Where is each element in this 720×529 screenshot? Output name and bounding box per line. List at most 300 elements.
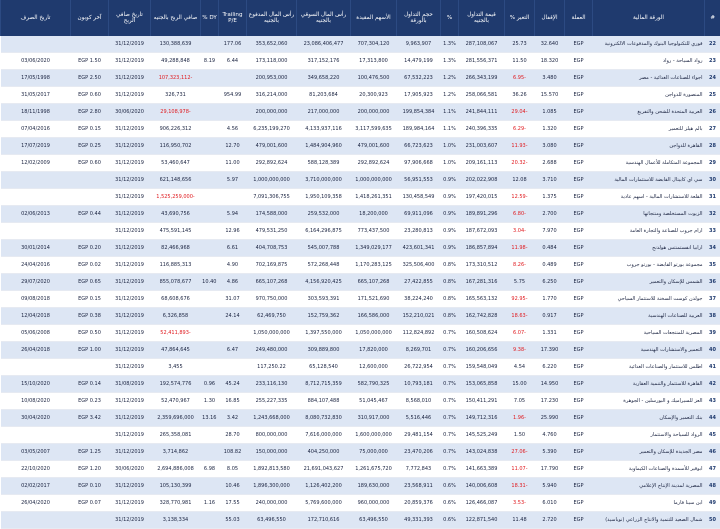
cell-net-profit: 3,714,862 bbox=[151, 444, 201, 461]
cell-listed-shares: 51,045,467 bbox=[351, 393, 397, 410]
cell-close: 1.085 bbox=[535, 104, 565, 121]
cell-change-pct: -6.80 bbox=[505, 206, 535, 223]
cell-market-cap: 1,397,550,000 bbox=[297, 325, 351, 342]
cell-trailing-pe bbox=[219, 189, 247, 206]
cell-security: الزيوت المستخلصة ومنتجاتها bbox=[593, 206, 705, 223]
cell-traded-volume: 56,951,553 bbox=[397, 172, 441, 189]
cell-security: سي اي كابيتال القابضة للاستثمارات المالية bbox=[593, 172, 705, 189]
cell-traded-volume: 26,722,954 bbox=[397, 359, 441, 376]
header-col-number: # bbox=[705, 0, 720, 36]
cell-market-cap: 8,080,732,830 bbox=[297, 410, 351, 427]
cell-number: 25 bbox=[705, 87, 720, 104]
cell-trailing-pe: 5.94 bbox=[219, 206, 247, 223]
cell-change-pct: -6.95 bbox=[505, 70, 535, 87]
cell-payment-date bbox=[1, 427, 71, 444]
cell-trailing-pe: 28.70 bbox=[219, 427, 247, 444]
cell-trailing-pe: 12.96 bbox=[219, 223, 247, 240]
cell-paid-capital: 1,896,300,000 bbox=[247, 478, 297, 495]
cell-dy-pct: 10.40 bbox=[201, 274, 219, 291]
cell-traded-value: 241,844,111 bbox=[459, 104, 505, 121]
cell-traded-value: 173,310,512 bbox=[459, 257, 505, 274]
cell-security: القلعة للاستشارات المالية - اسهم عادية bbox=[593, 189, 705, 206]
cell-traded-volume: 69,911,096 bbox=[397, 206, 441, 223]
table-row[interactable] bbox=[1, 172, 720, 189]
cell-currency: EGP bbox=[565, 206, 593, 223]
cell-net-profit: 2,694,886,008 bbox=[151, 461, 201, 478]
cell-paid-capital: 479,001,600 bbox=[247, 138, 297, 155]
table-row[interactable] bbox=[1, 393, 720, 410]
cell-close: 14.950 bbox=[535, 376, 565, 393]
cell-paid-capital: 233,116,130 bbox=[247, 376, 297, 393]
cell-traded-value: 160,508,624 bbox=[459, 325, 505, 342]
header-col-dy-pct: DY % bbox=[201, 0, 219, 36]
cell-listed-shares: 292,892,624 bbox=[351, 155, 397, 172]
cell-security: التعمير والاستشارات الهندسية bbox=[593, 342, 705, 359]
cell-pct: 0.7% bbox=[441, 342, 459, 359]
cell-net-profit-date: 31/12/2019 bbox=[109, 512, 151, 529]
cell-pct: 1.3% bbox=[441, 36, 459, 53]
cell-payment-date: 26/04/2018 bbox=[1, 342, 71, 359]
cell-dy-pct: 8.19 bbox=[201, 53, 219, 70]
cell-listed-shares: 960,000,000 bbox=[351, 495, 397, 512]
cell-pct: 0.9% bbox=[441, 172, 459, 189]
cell-number: 23 bbox=[705, 53, 720, 70]
cell-net-profit-date: 31/12/2019 bbox=[109, 155, 151, 172]
table-row[interactable] bbox=[1, 206, 720, 223]
cell-traded-value: 202,022,908 bbox=[459, 172, 505, 189]
table-row[interactable] bbox=[1, 291, 720, 308]
cell-net-profit: 105,130,399 bbox=[151, 478, 201, 495]
cell-net-profit-date: 31/12/2019 bbox=[109, 444, 151, 461]
table-row[interactable] bbox=[1, 478, 720, 495]
cell-market-cap: 81,203,684 bbox=[297, 87, 351, 104]
cell-currency: EGP bbox=[565, 36, 593, 53]
header-col-change-pct: التغير % bbox=[505, 0, 535, 36]
cell-market-cap: 23,086,406,477 bbox=[297, 36, 351, 53]
cell-change-pct: -27.06 bbox=[505, 444, 535, 461]
cell-change-pct: -20.32 bbox=[505, 155, 535, 172]
header-col-listed-shares: الأسهم المقيدة bbox=[351, 0, 397, 36]
cell-pct: 0.7% bbox=[441, 393, 459, 410]
cell-net-profit-date: 31/12/2019 bbox=[109, 121, 151, 138]
cell-listed-shares: 1,261,675,720 bbox=[351, 461, 397, 478]
cell-trailing-pe bbox=[219, 359, 247, 376]
table-row[interactable] bbox=[1, 512, 720, 529]
table-row[interactable] bbox=[1, 359, 720, 376]
header-col-close: الإقفال bbox=[535, 0, 565, 36]
table-row[interactable] bbox=[1, 274, 720, 291]
table-row[interactable] bbox=[1, 376, 720, 393]
table-row[interactable] bbox=[1, 240, 720, 257]
cell-change-pct: -18.63 bbox=[505, 308, 535, 325]
cell-payment-date: 30/01/2014 bbox=[1, 240, 71, 257]
cell-market-cap: 7,616,000,000 bbox=[297, 427, 351, 444]
cell-currency: EGP bbox=[565, 70, 593, 87]
cell-traded-value: 231,003,607 bbox=[459, 138, 505, 155]
cell-last-coupon: EGP 0.25 bbox=[71, 138, 109, 155]
cell-change-pct: -1.96 bbox=[505, 410, 535, 427]
cell-dy-pct bbox=[201, 155, 219, 172]
cell-market-cap: 349,658,220 bbox=[297, 70, 351, 87]
table-row[interactable] bbox=[1, 223, 720, 240]
cell-payment-date bbox=[1, 189, 71, 206]
cell-net-profit-date: 31/12/2019 bbox=[109, 138, 151, 155]
cell-currency: EGP bbox=[565, 291, 593, 308]
cell-number: 34 bbox=[705, 240, 720, 257]
cell-paid-capital: 63,496,550 bbox=[247, 512, 297, 529]
cell-close: 2.688 bbox=[535, 155, 565, 172]
cell-change-pct: -12.59 bbox=[505, 189, 535, 206]
cell-traded-value: 189,891,296 bbox=[459, 206, 505, 223]
cell-close: 25.990 bbox=[535, 410, 565, 427]
cell-net-profit-date: 31/12/2019 bbox=[109, 206, 151, 223]
cell-currency: EGP bbox=[565, 155, 593, 172]
cell-listed-shares: 18,200,000 bbox=[351, 206, 397, 223]
cell-paid-capital: 970,750,000 bbox=[247, 291, 297, 308]
cell-traded-value: 143,024,838 bbox=[459, 444, 505, 461]
cell-close: 1.320 bbox=[535, 121, 565, 138]
cell-number: 45 bbox=[705, 427, 720, 444]
header-col-pct: % bbox=[441, 0, 459, 36]
cell-number: 50 bbox=[705, 512, 720, 529]
cell-payment-date: 10/08/2020 bbox=[1, 393, 71, 410]
cell-currency: EGP bbox=[565, 223, 593, 240]
cell-security: القاهرة للدواجن bbox=[593, 138, 705, 155]
cell-net-profit-date: 31/12/2019 bbox=[109, 257, 151, 274]
table-row[interactable] bbox=[1, 410, 720, 427]
cell-market-cap: 317,152,176 bbox=[297, 53, 351, 70]
cell-paid-capital: 1,000,000,000 bbox=[247, 172, 297, 189]
cell-last-coupon: EGP 2.50 bbox=[71, 70, 109, 87]
cell-last-coupon: EGP 0.44 bbox=[71, 206, 109, 223]
cell-last-coupon: EGP 0.60 bbox=[71, 155, 109, 172]
cell-payment-date: 17/07/2019 bbox=[1, 138, 71, 155]
cell-security: المصرية للمنتجعات السياحية bbox=[593, 325, 705, 342]
cell-listed-shares: 17,820,000 bbox=[351, 342, 397, 359]
cell-traded-value: 197,420,015 bbox=[459, 189, 505, 206]
cell-market-cap: 21,691,043,627 bbox=[297, 461, 351, 478]
cell-paid-capital: 404,708,753 bbox=[247, 240, 297, 257]
cell-market-cap: 404,250,000 bbox=[297, 444, 351, 461]
cell-net-profit: 6,326,858 bbox=[151, 308, 201, 325]
cell-payment-date: 03/06/2020 bbox=[1, 53, 71, 70]
cell-traded-volume: 17,905,923 bbox=[397, 87, 441, 104]
cell-traded-volume: 10,793,181 bbox=[397, 376, 441, 393]
cell-listed-shares: 1,600,000,000 bbox=[351, 427, 397, 444]
cell-traded-volume: 14,479,199 bbox=[397, 53, 441, 70]
cell-close: 0.917 bbox=[535, 308, 565, 325]
cell-pct: 0.9% bbox=[441, 240, 459, 257]
cell-trailing-pe: 16.85 bbox=[219, 393, 247, 410]
cell-change-pct: -3.04 bbox=[505, 223, 535, 240]
cell-change-pct: -29.04 bbox=[505, 104, 535, 121]
cell-traded-volume: 152,210,021 bbox=[397, 308, 441, 325]
cell-dy-pct bbox=[201, 478, 219, 495]
cell-traded-volume: 8,269,701 bbox=[397, 342, 441, 359]
cell-market-cap: 884,107,488 bbox=[297, 393, 351, 410]
cell-close: 2.720 bbox=[535, 512, 565, 529]
cell-close: 6.010 bbox=[535, 495, 565, 512]
cell-listed-shares: 17,313,800 bbox=[351, 53, 397, 70]
table-row[interactable] bbox=[1, 87, 720, 104]
cell-payment-date: 07/04/2016 bbox=[1, 121, 71, 138]
table-row[interactable] bbox=[1, 308, 720, 325]
cell-traded-volume: 23,280,813 bbox=[397, 223, 441, 240]
cell-payment-date: 12/02/2009 bbox=[1, 155, 71, 172]
cell-number: 46 bbox=[705, 444, 720, 461]
table-row[interactable] bbox=[1, 70, 720, 87]
cell-dy-pct bbox=[201, 172, 219, 189]
cell-pct: 1.1% bbox=[441, 121, 459, 138]
cell-payment-date: 02/02/2017 bbox=[1, 478, 71, 495]
table-row[interactable] bbox=[1, 121, 720, 138]
cell-net-profit: 192,574,776 bbox=[151, 376, 201, 393]
cell-traded-value: 126,466,087 bbox=[459, 495, 505, 512]
cell-last-coupon: EGP 0.15 bbox=[71, 121, 109, 138]
cell-traded-value: 160,206,656 bbox=[459, 342, 505, 359]
table-body bbox=[1, 36, 720, 529]
cell-currency: EGP bbox=[565, 240, 593, 257]
table-row[interactable] bbox=[1, 325, 720, 342]
cell-dy-pct bbox=[201, 240, 219, 257]
cell-last-coupon: EGP 1.50 bbox=[71, 53, 109, 70]
cell-currency: EGP bbox=[565, 87, 593, 104]
cell-dy-pct bbox=[201, 427, 219, 444]
cell-listed-shares: 773,437,500 bbox=[351, 223, 397, 240]
cell-net-profit-date: 31/12/2019 bbox=[109, 87, 151, 104]
cell-net-profit: 855,078,677 bbox=[151, 274, 201, 291]
cell-net-profit: 621,148,656 bbox=[151, 172, 201, 189]
cell-dy-pct bbox=[201, 36, 219, 53]
cell-market-cap: 572,268,448 bbox=[297, 257, 351, 274]
cell-net-profit-date: 31/12/2019 bbox=[109, 36, 151, 53]
cell-currency: EGP bbox=[565, 325, 593, 342]
cell-last-coupon: EGP 0.65 bbox=[71, 274, 109, 291]
cell-listed-shares: 665,107,268 bbox=[351, 274, 397, 291]
table-row[interactable] bbox=[1, 189, 720, 206]
cell-close: 4.760 bbox=[535, 427, 565, 444]
cell-number: 49 bbox=[705, 495, 720, 512]
cell-dy-pct bbox=[201, 223, 219, 240]
cell-traded-value: 122,871,540 bbox=[459, 512, 505, 529]
cell-last-coupon: EGP 3.42 bbox=[71, 410, 109, 427]
cell-traded-volume: 23,470,206 bbox=[397, 444, 441, 461]
cell-paid-capital: 200,953,000 bbox=[247, 70, 297, 87]
cell-currency: EGP bbox=[565, 427, 593, 444]
cell-close: 0.489 bbox=[535, 257, 565, 274]
cell-last-coupon bbox=[71, 189, 109, 206]
cell-market-cap: 545,007,788 bbox=[297, 240, 351, 257]
cell-traded-volume: 49,331,393 bbox=[397, 512, 441, 529]
cell-number: 36 bbox=[705, 274, 720, 291]
cell-traded-volume: 199,854,384 bbox=[397, 104, 441, 121]
cell-traded-volume: 325,506,400 bbox=[397, 257, 441, 274]
cell-pct: 1.0% bbox=[441, 155, 459, 172]
cell-paid-capital: 702,169,875 bbox=[247, 257, 297, 274]
cell-pct: 0.6% bbox=[441, 512, 459, 529]
cell-currency: EGP bbox=[565, 376, 593, 393]
cell-paid-capital: 150,000,000 bbox=[247, 444, 297, 461]
cell-paid-capital: 200,000,000 bbox=[247, 104, 297, 121]
cell-listed-shares: 200,000,000 bbox=[351, 104, 397, 121]
cell-number: 39 bbox=[705, 325, 720, 342]
cell-traded-volume: 5,516,446 bbox=[397, 410, 441, 427]
cell-net-profit-date: 31/12/2019 bbox=[109, 240, 151, 257]
cell-security: ارابيا انفستمنتس هولدنج bbox=[593, 240, 705, 257]
cell-dy-pct: 1.16 bbox=[201, 495, 219, 512]
cell-trailing-pe bbox=[219, 104, 247, 121]
cell-change-pct: 7.05 bbox=[505, 393, 535, 410]
cell-pct: 0.8% bbox=[441, 274, 459, 291]
cell-net-profit-date: 30/06/2020 bbox=[109, 104, 151, 121]
cell-traded-value: 165,563,132 bbox=[459, 291, 505, 308]
cell-dy-pct bbox=[201, 512, 219, 529]
cell-security: العز للسيراميك و البورسلين - الجوهرة bbox=[593, 393, 705, 410]
cell-paid-capital: 7,091,306,755 bbox=[247, 189, 297, 206]
cell-close: 0.484 bbox=[535, 240, 565, 257]
cell-market-cap: 217,000,000 bbox=[297, 104, 351, 121]
cell-close: 7.970 bbox=[535, 223, 565, 240]
cell-net-profit: 116,950,702 bbox=[151, 138, 201, 155]
cell-traded-value: 287,108,067 bbox=[459, 36, 505, 53]
cell-change-pct: 5.75 bbox=[505, 274, 535, 291]
cell-payment-date: 15/10/2020 bbox=[1, 376, 71, 393]
cell-traded-value: 167,281,316 bbox=[459, 274, 505, 291]
cell-close: 6.220 bbox=[535, 359, 565, 376]
cell-traded-value: 209,161,113 bbox=[459, 155, 505, 172]
cell-market-cap: 303,593,391 bbox=[297, 291, 351, 308]
cell-paid-capital: 117,250.22 bbox=[247, 359, 297, 376]
cell-security: المجموعة المتكاملة للأعمال الهندسية bbox=[593, 155, 705, 172]
cell-listed-shares: 12,600,000 bbox=[351, 359, 397, 376]
cell-number: 30 bbox=[705, 172, 720, 189]
cell-traded-volume: 9,963,907 bbox=[397, 36, 441, 53]
cell-net-profit: 52,470,967 bbox=[151, 393, 201, 410]
cell-change-pct: 36.26 bbox=[505, 87, 535, 104]
cell-pct: 0.7% bbox=[441, 427, 459, 444]
cell-listed-shares: 310,917,000 bbox=[351, 410, 397, 427]
header-col-last-coupon: آخر كوبون bbox=[71, 0, 109, 36]
cell-net-profit: -1,525,259,000 bbox=[151, 189, 201, 206]
cell-paid-capital: 665,107,268 bbox=[247, 274, 297, 291]
cell-change-pct: 25.73 bbox=[505, 36, 535, 53]
cell-currency: EGP bbox=[565, 410, 593, 427]
cell-paid-capital: 1,243,668,000 bbox=[247, 410, 297, 427]
cell-listed-shares: 166,586,000 bbox=[351, 308, 397, 325]
cell-close: 15.570 bbox=[535, 87, 565, 104]
cell-security: المصرية لمدينة الإنتاج الإعلامي bbox=[593, 478, 705, 495]
cell-market-cap: 6,164,296,875 bbox=[297, 223, 351, 240]
cell-payment-date bbox=[1, 36, 71, 53]
header-col-traded-volume: حجم التداول بالورقة bbox=[397, 0, 441, 36]
cell-security: اطلس للاستثمار والصناعات الغذائية bbox=[593, 359, 705, 376]
cell-change-pct: -11.07 bbox=[505, 461, 535, 478]
cell-listed-shares: 3,117,599,635 bbox=[351, 121, 397, 138]
cell-trailing-pe: 31.07 bbox=[219, 291, 247, 308]
cell-paid-capital: 249,480,000 bbox=[247, 342, 297, 359]
cell-pct: 1.3% bbox=[441, 53, 459, 70]
table-row[interactable] bbox=[1, 257, 720, 274]
table-row[interactable] bbox=[1, 155, 720, 172]
cell-traded-value: 266,343,199 bbox=[459, 70, 505, 87]
cell-net-profit: 475,591,145 bbox=[151, 223, 201, 240]
cell-payment-date: 31/05/2017 bbox=[1, 87, 71, 104]
cell-payment-date: 17/05/1998 bbox=[1, 70, 71, 87]
cell-trailing-pe: 177.06 bbox=[219, 36, 247, 53]
cell-traded-value: 149,712,316 bbox=[459, 410, 505, 427]
table-row[interactable] bbox=[1, 342, 720, 359]
table-row[interactable] bbox=[1, 104, 720, 121]
header-col-trailing-pe: Trailing P/E bbox=[219, 0, 247, 36]
cell-net-profit: 47,864,645 bbox=[151, 342, 201, 359]
cell-dy-pct bbox=[201, 87, 219, 104]
cell-traded-value: 150,411,291 bbox=[459, 393, 505, 410]
table-row[interactable] bbox=[1, 427, 720, 444]
cell-traded-value: 187,672,093 bbox=[459, 223, 505, 240]
cell-close: 1.331 bbox=[535, 325, 565, 342]
cell-paid-capital: 240,000,000 bbox=[247, 495, 297, 512]
table-row[interactable] bbox=[1, 138, 720, 155]
cell-dy-pct bbox=[201, 342, 219, 359]
cell-number: 24 bbox=[705, 70, 720, 87]
cell-traded-value: 281,556,371 bbox=[459, 53, 505, 70]
cell-listed-shares: 1,170,283,125 bbox=[351, 257, 397, 274]
cell-pct: 0.6% bbox=[441, 495, 459, 512]
cell-last-coupon: EGP 1.20 bbox=[71, 461, 109, 478]
cell-change-pct: -9.38 bbox=[505, 342, 535, 359]
cell-paid-capital: 353,652,060 bbox=[247, 36, 297, 53]
cell-net-profit-date: 31/12/2019 bbox=[109, 359, 151, 376]
cell-trailing-pe bbox=[219, 70, 247, 87]
cell-number: 29 bbox=[705, 155, 720, 172]
cell-net-profit-date: 31/12/2019 bbox=[109, 189, 151, 206]
cell-market-cap: 259,532,000 bbox=[297, 206, 351, 223]
table-row[interactable] bbox=[1, 53, 720, 70]
cell-last-coupon bbox=[71, 359, 109, 376]
cell-net-profit: -107,323,112 bbox=[151, 70, 201, 87]
cell-net-profit-date: 31/12/2019 bbox=[109, 495, 151, 512]
cell-currency: EGP bbox=[565, 342, 593, 359]
cell-currency: EGP bbox=[565, 189, 593, 206]
cell-trailing-pe: 55.03 bbox=[219, 512, 247, 529]
cell-dy-pct: 1.30 bbox=[201, 393, 219, 410]
cell-pct: 0.7% bbox=[441, 410, 459, 427]
cell-dy-pct: 6.98 bbox=[201, 461, 219, 478]
cell-security: العربية للصناعات الهندسية bbox=[593, 308, 705, 325]
cell-pct: 0.7% bbox=[441, 359, 459, 376]
cell-paid-capital: 479,531,250 bbox=[247, 223, 297, 240]
header-col-security: الورقة المالية bbox=[593, 0, 705, 36]
table-row[interactable] bbox=[1, 461, 720, 478]
table-row[interactable] bbox=[1, 36, 720, 53]
cell-traded-volume: 66,723,623 bbox=[397, 138, 441, 155]
table-row[interactable] bbox=[1, 444, 720, 461]
cell-payment-date bbox=[1, 512, 71, 529]
cell-traded-value: 141,663,389 bbox=[459, 461, 505, 478]
cell-listed-shares: 189,630,000 bbox=[351, 478, 397, 495]
cell-net-profit: 328,770,981 bbox=[151, 495, 201, 512]
cell-change-pct: -6.29 bbox=[505, 121, 535, 138]
cell-number: 22 bbox=[705, 36, 720, 53]
cell-listed-shares: 1,418,261,351 bbox=[351, 189, 397, 206]
cell-net-profit: 265,358,081 bbox=[151, 427, 201, 444]
cell-currency: EGP bbox=[565, 257, 593, 274]
cell-change-pct: -92.95 bbox=[505, 291, 535, 308]
cell-net-profit-date: 31/12/2019 bbox=[109, 427, 151, 444]
cell-traded-volume: 189,984,164 bbox=[397, 121, 441, 138]
cell-traded-volume: 29,481,154 bbox=[397, 427, 441, 444]
cell-dy-pct bbox=[201, 444, 219, 461]
